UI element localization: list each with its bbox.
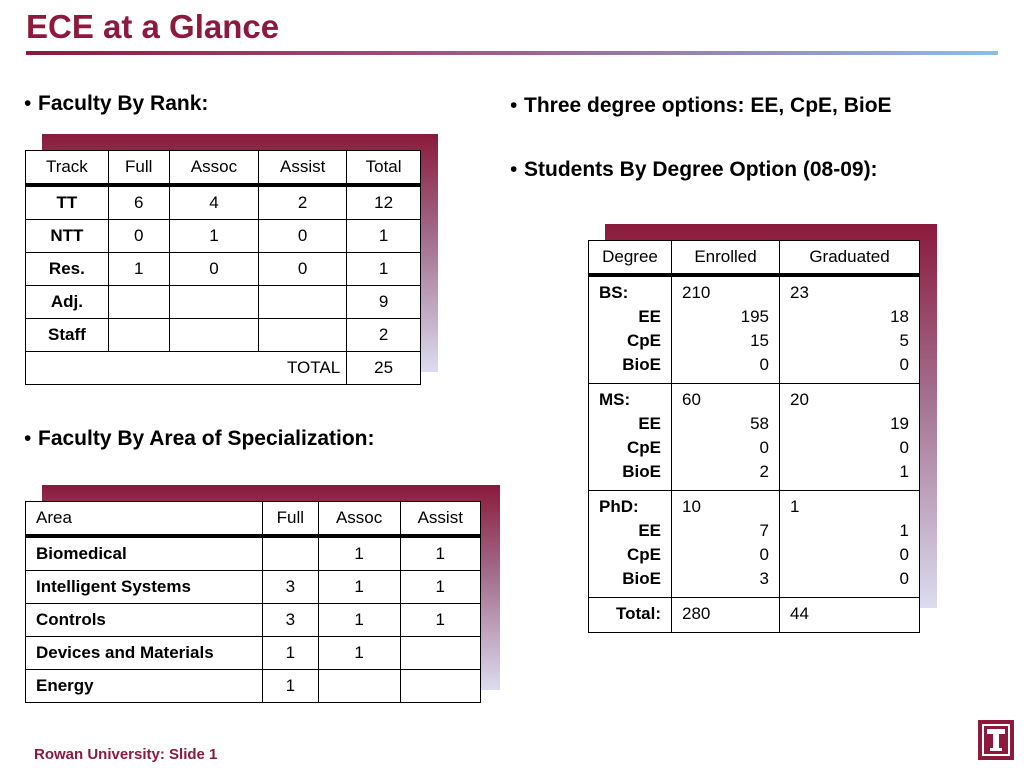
graduated-sub: 0 <box>899 569 909 588</box>
graduated-sub: 0 <box>899 438 909 457</box>
table-row <box>26 571 481 604</box>
bullet-dot: • <box>510 158 518 181</box>
graduated-sub: 5 <box>899 331 909 350</box>
bullet-students-by-degree <box>510 158 878 182</box>
col-header: Track <box>26 151 109 186</box>
bullet-text: Faculty By Rank: <box>38 92 209 115</box>
track-cell: NTT <box>26 220 109 253</box>
table-cell: 1 <box>169 220 258 253</box>
table-cell <box>259 286 347 319</box>
table-cell: 12 <box>347 185 421 220</box>
graduated-sub: 1 <box>899 462 909 481</box>
table-cell <box>169 319 258 352</box>
enrolled-cell <box>672 384 780 491</box>
table-cell <box>263 536 319 571</box>
degree-group-row <box>589 491 920 598</box>
area-cell: Biomedical <box>26 536 263 571</box>
degree-sub: EE <box>638 414 661 433</box>
table-row <box>26 637 481 670</box>
enrolled-cell <box>672 275 780 384</box>
graduated-total: 1 <box>790 497 800 516</box>
bullet-faculty-by-rank <box>24 92 208 116</box>
table-cell: 0 <box>259 253 347 286</box>
enrolled-sub: 0 <box>759 355 769 374</box>
table-cell: 3 <box>263 604 319 637</box>
total-label: Total: <box>589 598 672 633</box>
degree-group-row <box>589 275 920 384</box>
table-cell: 3 <box>263 571 319 604</box>
table-row <box>26 185 421 220</box>
graduated-total: 20 <box>790 390 809 409</box>
area-cell: Energy <box>26 670 263 703</box>
table-cell: 1 <box>318 571 400 604</box>
degree-sub: BioE <box>622 569 661 588</box>
track-cell: Staff <box>26 319 109 352</box>
bullet-dot: • <box>510 94 518 117</box>
total-value: 25 <box>347 352 421 385</box>
bullet-degree-options <box>510 94 892 118</box>
degree-label-cell <box>589 491 672 598</box>
enrolled-sub: 7 <box>759 521 769 540</box>
col-header: Degree <box>589 241 672 276</box>
table-cell: 2 <box>347 319 421 352</box>
degree-label-cell <box>589 384 672 491</box>
table-header-row <box>26 151 421 186</box>
enrolled-sub: 3 <box>759 569 769 588</box>
graduated-total: 23 <box>790 283 809 302</box>
table-cell: 1 <box>400 571 481 604</box>
table-cell <box>108 286 169 319</box>
col-header: Area <box>26 502 263 537</box>
degree-sub: CpE <box>627 545 661 564</box>
table-cell: 0 <box>108 220 169 253</box>
total-graduated: 44 <box>780 598 920 633</box>
table-cell: 9 <box>347 286 421 319</box>
bullet-text: Students By Degree Option (08-09): <box>524 158 878 181</box>
degree-sub: CpE <box>627 438 661 457</box>
table-cell: 1 <box>400 536 481 571</box>
degree-level: PhD: <box>599 497 639 516</box>
enrolled-total: 210 <box>682 283 711 302</box>
table-cell: 1 <box>400 604 481 637</box>
track-cell: Res. <box>26 253 109 286</box>
enrolled-cell <box>672 491 780 598</box>
table-cell <box>318 670 400 703</box>
total-row <box>589 598 920 633</box>
enrolled-sub: 195 <box>740 307 769 326</box>
table-cell: 4 <box>169 185 258 220</box>
table-cell: 6 <box>108 185 169 220</box>
table-cell: 1 <box>318 604 400 637</box>
table-header-row <box>589 241 920 276</box>
enrolled-sub: 2 <box>759 462 769 481</box>
table-row <box>26 319 421 352</box>
degree-sub: BioE <box>622 355 661 374</box>
graduated-sub: 0 <box>899 545 909 564</box>
graduated-cell <box>780 275 920 384</box>
degree-sub: EE <box>638 307 661 326</box>
bullet-faculty-by-area <box>24 427 374 451</box>
graduated-sub: 19 <box>890 414 909 433</box>
graduated-sub: 0 <box>899 355 909 374</box>
table-row <box>26 286 421 319</box>
slide-footer: Rowan University: Slide 1 <box>34 746 218 763</box>
bullet-text: Three degree options: EE, CpE, BioE <box>524 94 892 117</box>
table-cell: 0 <box>169 253 258 286</box>
graduated-sub: 1 <box>899 521 909 540</box>
enrolled-sub: 0 <box>759 545 769 564</box>
enrolled-total: 10 <box>682 497 701 516</box>
track-cell: Adj. <box>26 286 109 319</box>
table-cell: 0 <box>259 220 347 253</box>
degree-sub: BioE <box>622 462 661 481</box>
table-cell: 1 <box>263 670 319 703</box>
total-enrolled: 280 <box>672 598 780 633</box>
area-cell: Devices and Materials <box>26 637 263 670</box>
table-row <box>26 604 481 637</box>
track-cell: TT <box>26 185 109 220</box>
table-cell: 1 <box>347 253 421 286</box>
col-header: Assoc <box>318 502 400 537</box>
table-cell <box>169 286 258 319</box>
col-header: Full <box>263 502 319 537</box>
col-header: Enrolled <box>672 241 780 276</box>
table-cell: 2 <box>259 185 347 220</box>
table-row <box>26 220 421 253</box>
col-header: Full <box>108 151 169 186</box>
col-header: Assist <box>259 151 347 186</box>
bullet-dot: • <box>24 92 32 115</box>
degree-group-row <box>589 384 920 491</box>
bullet-text: Faculty By Area of Specialization: <box>38 427 375 450</box>
graduated-sub: 18 <box>890 307 909 326</box>
title-divider <box>26 51 998 55</box>
graduated-cell <box>780 384 920 491</box>
table-cell: 1 <box>108 253 169 286</box>
degree-label-cell <box>589 275 672 384</box>
degree-sub: CpE <box>627 331 661 350</box>
table-row <box>26 253 421 286</box>
enrolled-sub: 58 <box>750 414 769 433</box>
bullet-dot: • <box>24 427 32 450</box>
degree-level: MS: <box>599 390 631 409</box>
graduated-cell <box>780 491 920 598</box>
table-cell <box>259 319 347 352</box>
enrolled-total: 60 <box>682 390 701 409</box>
degree-level: BS: <box>599 283 629 302</box>
table-cell <box>400 670 481 703</box>
table-cell: 1 <box>318 637 400 670</box>
faculty-area-table <box>25 501 481 703</box>
total-row <box>26 352 421 385</box>
col-header: Assoc <box>169 151 258 186</box>
table-cell: 1 <box>347 220 421 253</box>
col-header: Graduated <box>780 241 920 276</box>
table-row <box>26 670 481 703</box>
degree-sub: EE <box>638 521 661 540</box>
table-cell <box>108 319 169 352</box>
area-cell: Controls <box>26 604 263 637</box>
table-row <box>26 536 481 571</box>
faculty-rank-table <box>25 150 421 385</box>
table-header-row <box>26 502 481 537</box>
table-cell: 1 <box>263 637 319 670</box>
students-degree-table <box>588 240 920 633</box>
enrolled-sub: 15 <box>750 331 769 350</box>
slide-title: ECE at a Glance <box>26 8 280 45</box>
table-cell: 1 <box>318 536 400 571</box>
table-cell <box>400 637 481 670</box>
temple-t-logo-icon <box>978 720 1014 760</box>
col-header: Assist <box>400 502 481 537</box>
col-header: Total <box>347 151 421 186</box>
total-label: TOTAL <box>26 352 347 385</box>
area-cell: Intelligent Systems <box>26 571 263 604</box>
enrolled-sub: 0 <box>759 438 769 457</box>
